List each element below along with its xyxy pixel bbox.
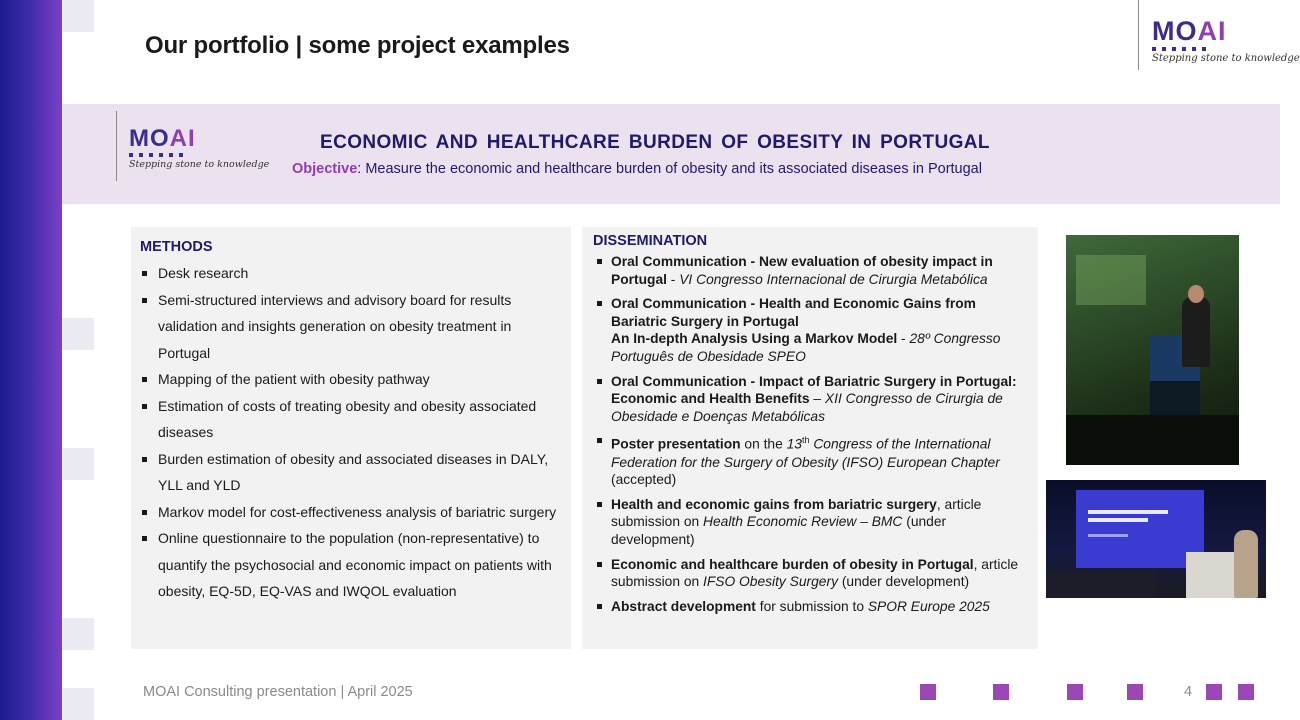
dissemination-list (593, 253, 1030, 615)
list-item: Oral Communication - Impact of Bariatric Surgery in Portugal: Economic and Health Benefits – XII Congresso de Cirurgia de Obesidade e Doenças Metabólicas (593, 373, 1030, 426)
decorative-square (62, 0, 94, 32)
list-item: Semi-structured interviews and advisory board for results validation and insights generation on obesity treatment in Portugal (140, 287, 561, 367)
footer-square (1127, 684, 1143, 700)
conference-photo-speaker (1066, 235, 1239, 465)
footer-square (1067, 684, 1083, 700)
methods-panel (131, 227, 571, 649)
list-item: Health and economic gains from bariatric surgery, article submission on Health Economic Review – BMC (under development) (593, 496, 1030, 549)
moai-logo-band: MOAI Stepping stone to knowledge (129, 125, 270, 170)
decorative-square (62, 448, 94, 480)
list-item: Markov model for cost-effectiveness analysis of bariatric surgery (140, 499, 561, 526)
footer-square (993, 684, 1009, 700)
list-item: Poster presentation on the 13th Congress of the International Federation for the Surgery of Obesity (IFSO) European Chapter (accepted) (593, 432, 1030, 488)
project-objective (292, 161, 982, 177)
conference-photo-presentation (1046, 480, 1266, 598)
side-accent-bar (0, 0, 62, 720)
objective-label: Objective (292, 161, 358, 177)
list-item: Estimation of costs of treating obesity and obesity associated diseases (140, 393, 561, 446)
dissemination-panel (582, 227, 1038, 649)
moai-logo: MOAI Stepping stone to knowledge (1152, 16, 1300, 64)
footer-square (1206, 684, 1222, 700)
decorative-square (62, 618, 94, 650)
list-item: Economic and healthcare burden of obesity in Portugal, article submission on IFSO Obesity Surgery (under development) (593, 556, 1030, 591)
list-item: Mapping of the patient with obesity pathway (140, 366, 561, 393)
list-item: Desk research (140, 260, 561, 287)
logo-divider (1138, 0, 1139, 70)
band-divider (116, 111, 117, 181)
decorative-square (62, 688, 94, 720)
list-item: Abstract development for submission to SPOR Europe 2025 (593, 598, 1030, 616)
footer-square (1238, 684, 1254, 700)
list-item: Oral Communication - Health and Economic Gains from Bariatric Surgery in Portugal An In-depth Analysis Using a Markov Model - 28º Congresso Português de Obesidade SPEO (593, 295, 1030, 365)
decorative-square (62, 318, 94, 350)
slide-title: Our portfolio | some project examples (145, 32, 570, 59)
project-title: ECONOMIC AND HEALTHCARE BURDEN OF OBESITY IN PORTUGAL (320, 132, 990, 153)
list-item: Oral Communication - New evaluation of obesity impact in Portugal - VI Congresso Internacional de Cirurgia Metabólica (593, 253, 1030, 288)
list-item: Online questionnaire to the population (non-representative) to quantify the psychosocial and economic impact on patients with obesity, EQ-5D, EQ-VAS and IWQOL evaluation (140, 525, 561, 605)
dissemination-heading: DISSEMINATION (593, 233, 708, 249)
methods-list (140, 260, 561, 605)
list-item: Burden estimation of obesity and associated diseases in DALY, YLL and YLD (140, 446, 561, 499)
objective-text: : Measure the economic and healthcare burden of obesity and its associated diseases in Portugal (357, 161, 982, 177)
logo-tagline: Stepping stone to knowledge (1152, 53, 1300, 64)
page-number: 4 (1184, 684, 1193, 700)
footer-text: MOAI Consulting presentation | April 2025 (143, 684, 413, 700)
footer-square (920, 684, 936, 700)
methods-heading: METHODS (140, 239, 213, 255)
